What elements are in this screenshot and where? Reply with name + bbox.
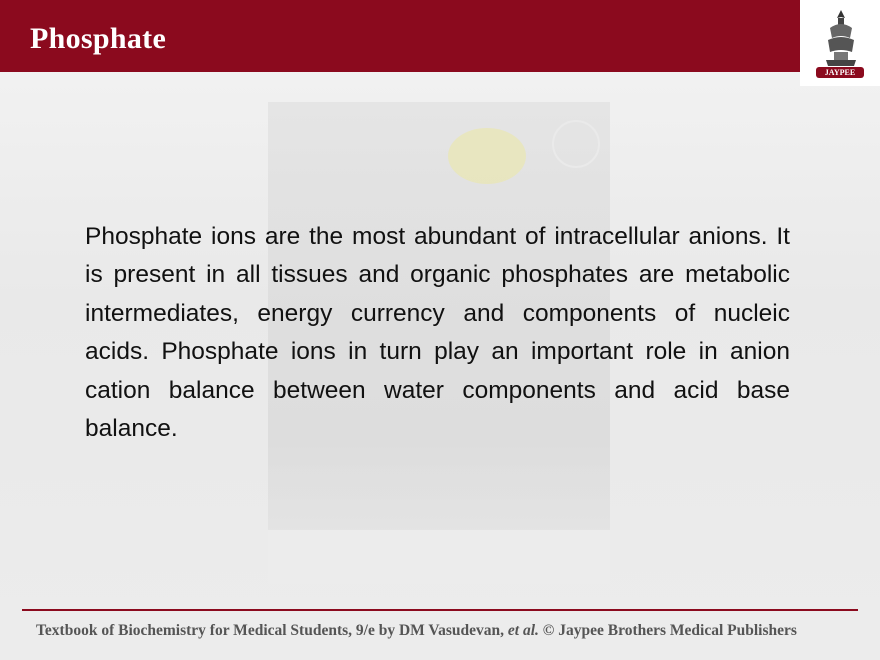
- publisher-logo: [800, 0, 880, 86]
- book-badge-decoration: [448, 128, 526, 184]
- footer-credit-italic: et al.: [507, 622, 539, 639]
- book-bottom-band: [268, 530, 610, 584]
- footer-credit-part2: © Jaypee Brothers Medical Publishers: [538, 622, 797, 639]
- jaypee-emblem-icon: [822, 8, 860, 68]
- book-seal-decoration: [552, 120, 600, 168]
- title-bar: [0, 0, 800, 72]
- footer-credit: [36, 622, 856, 640]
- footer-divider: [22, 609, 858, 611]
- slide-title: Phosphate: [30, 22, 167, 55]
- slide-body-text: Phosphate ions are the most abundant of intracellular anions. It is present in all tissues and organic phosphates are metabolic intermediates, energy currency and components of nucleic acids. Phosphate ions in turn play an important role in anion cation balance between water components and acid base balance.: [85, 223, 790, 443]
- logo-label: JAYPEE: [816, 67, 864, 78]
- footer-credit-part1: Textbook of Biochemistry for Medical Students, 9/e by DM Vasudevan,: [36, 622, 508, 639]
